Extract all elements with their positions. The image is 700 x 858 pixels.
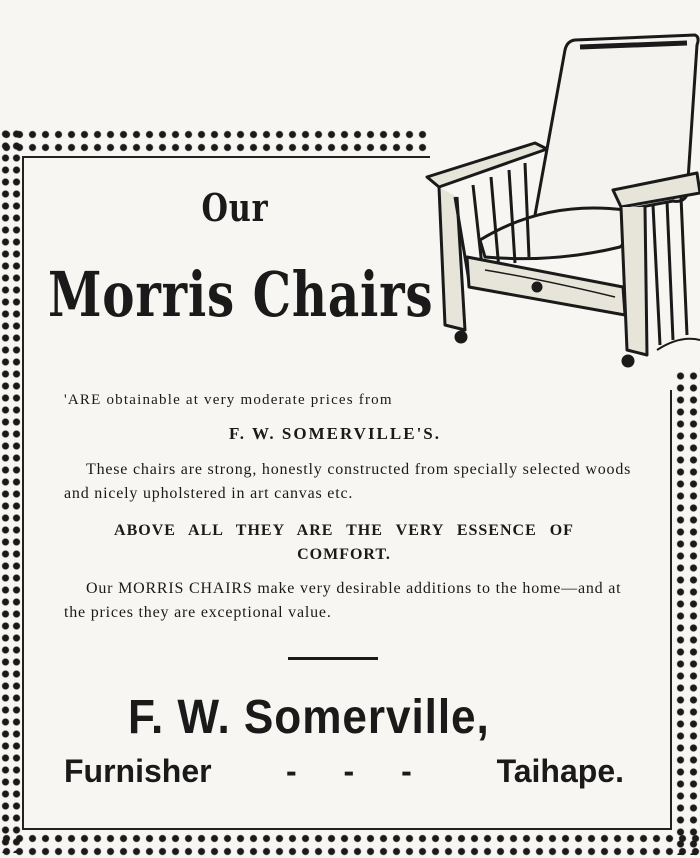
inner-rule-right bbox=[670, 390, 672, 830]
comfort-paragraph: ABOVE ALL THEY ARE THE VERY ESSENCE OF COMFORT. bbox=[114, 522, 574, 563]
value-paragraph: Our MORRIS CHAIRS make very desirable additions to the home—and at the prices they are exceptional value. bbox=[64, 580, 622, 621]
headline-title: Morris Chairs bbox=[48, 258, 434, 331]
inner-rule-left bbox=[22, 156, 24, 828]
headline-our: Our bbox=[201, 185, 269, 230]
ornamental-border-top bbox=[0, 128, 430, 154]
description-paragraph: These chairs are strong, honestly constructed from specially selected woods and nicely upholstered in art canvas etc. bbox=[64, 461, 632, 502]
ornamental-border-right bbox=[674, 370, 700, 855]
merchant-line: F. W. SOMERVILLE'S. bbox=[228, 424, 442, 443]
signature-row bbox=[64, 753, 624, 793]
divider-rule bbox=[288, 657, 378, 660]
inner-rule-bottom bbox=[22, 828, 672, 830]
signature-trade: Furnisher bbox=[64, 753, 212, 789]
morris-chair-icon bbox=[425, 25, 700, 370]
availability-line: 'ARE obtainable at very moderate prices from bbox=[64, 392, 393, 408]
signature-town: Taihape. bbox=[496, 753, 624, 789]
inner-rule-top bbox=[22, 156, 430, 158]
ornamental-border-left bbox=[0, 128, 22, 853]
signature-name: F. W. Somerville, bbox=[128, 691, 490, 744]
ornamental-border-bottom bbox=[0, 832, 700, 858]
signature-dashes: - - - bbox=[286, 753, 412, 789]
